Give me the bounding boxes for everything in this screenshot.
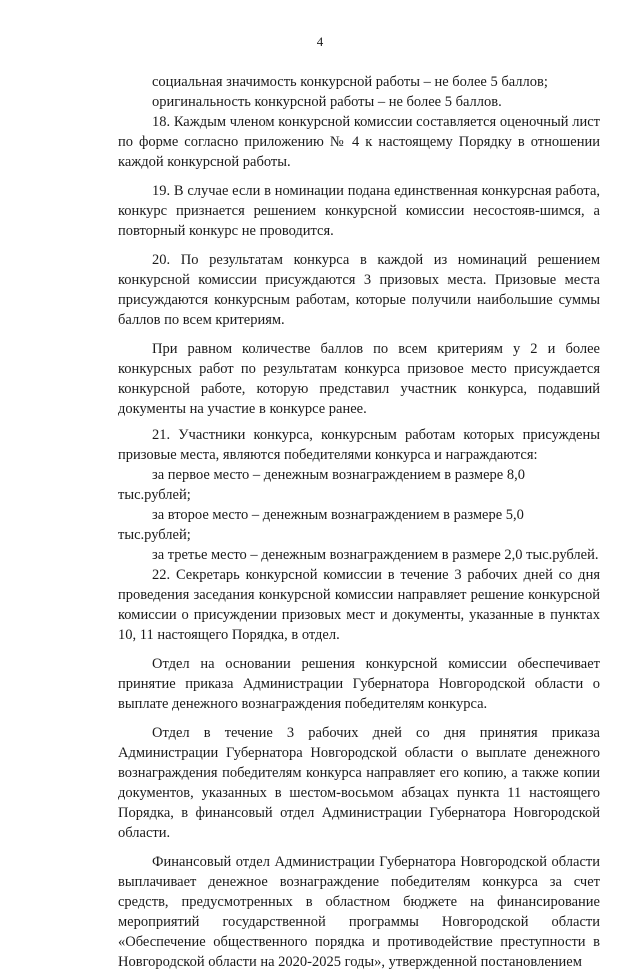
paragraph-prize-second: за второе место – денежным вознаграждением в размере 5,0 тыс.рублей; — [118, 507, 524, 543]
paragraph-20: 20. По результатам конкурса в каждой из номинаций решением конкурсной комиссии присуждаются 3 призовых места. Призовые места присуждаются конкурсным работам, которые получили наибольшие суммы баллов по всем критериям. — [118, 252, 600, 328]
paragraph-22: 22. Секретарь конкурсной комиссии в течение 3 рабочих дней со дня проведения заседания конкурсной комиссии направляет решение конкурсной комиссии о присуждении призовых мест и документы, указанные в пунктах 10, 11 настоящего Порядка, в отдел. — [118, 567, 600, 643]
paragraph-department-copies: Отдел в течение 3 рабочих дней со дня принятия приказа Администрации Губернатора Новгородской области о выплате денежного вознаграждения победителям конкурса направляет его копию, а также копии документов, указанных в шестом-восьмом абзацах пункта 11 настоящего Порядка, в финансовый отдел Администрации Губернатора Новгородской области. — [118, 725, 600, 841]
paragraph-prize-third: за третье место – денежным вознаграждением в размере 2,0 тыс.рублей. — [152, 547, 599, 563]
document-body — [118, 72, 600, 972]
paragraph-department-order: Отдел на основании решения конкурсной комиссии обеспечивает принятие приказа Администрации Губернатора Новгородской области о выплате денежного вознаграждения победителям конкурса. — [118, 656, 600, 712]
page-number: 4 — [316, 34, 324, 49]
paragraph-equal-scores: При равном количестве баллов по всем критериям у 2 и более конкурсных работ по результатам конкурса призовое место присуждается конкурсной работе, которую представил участник конкурса, подавший документы на участие в конкурсе ранее. — [118, 341, 600, 417]
paragraph-21: 21. Участники конкурса, конкурсным работам которых присуждены призовые места, являются победителями конкурса и награждаются: — [118, 427, 600, 463]
paragraph-criterion-social: социальная значимость конкурсной работы – не более 5 баллов; — [152, 74, 548, 90]
paragraph-prize-first: за первое место – денежным вознаграждением в размере 8,0 тыс.рублей; — [118, 467, 525, 503]
paragraph-19: 19. В случае если в номинации подана единственная конкурсная работа, конкурс признается решением конкурсной комиссии несостояв-шимся, а повторный конкурс не проводится. — [118, 183, 600, 239]
paragraph-criterion-originality: оригинальность конкурсной работы – не более 5 баллов. — [152, 94, 502, 110]
paragraph-18: 18. Каждым членом конкурсной комиссии составляется оценочный лист по форме согласно приложению № 4 к настоящему Порядку в отношении каждой конкурсной работы. — [118, 114, 600, 170]
paragraph-finance-payment: Финансовый отдел Администрации Губернатора Новгородской области выплачивает денежное вознаграждение победителям конкурса за счет средств, предусмотренных в областном бюджете на финансирование мероприятий государственной программы Новгородской области «Обеспечение общественного порядка и противодействие преступности в Новгородской области на 2020-2025 годы», утвержденной постановлением — [118, 854, 600, 970]
